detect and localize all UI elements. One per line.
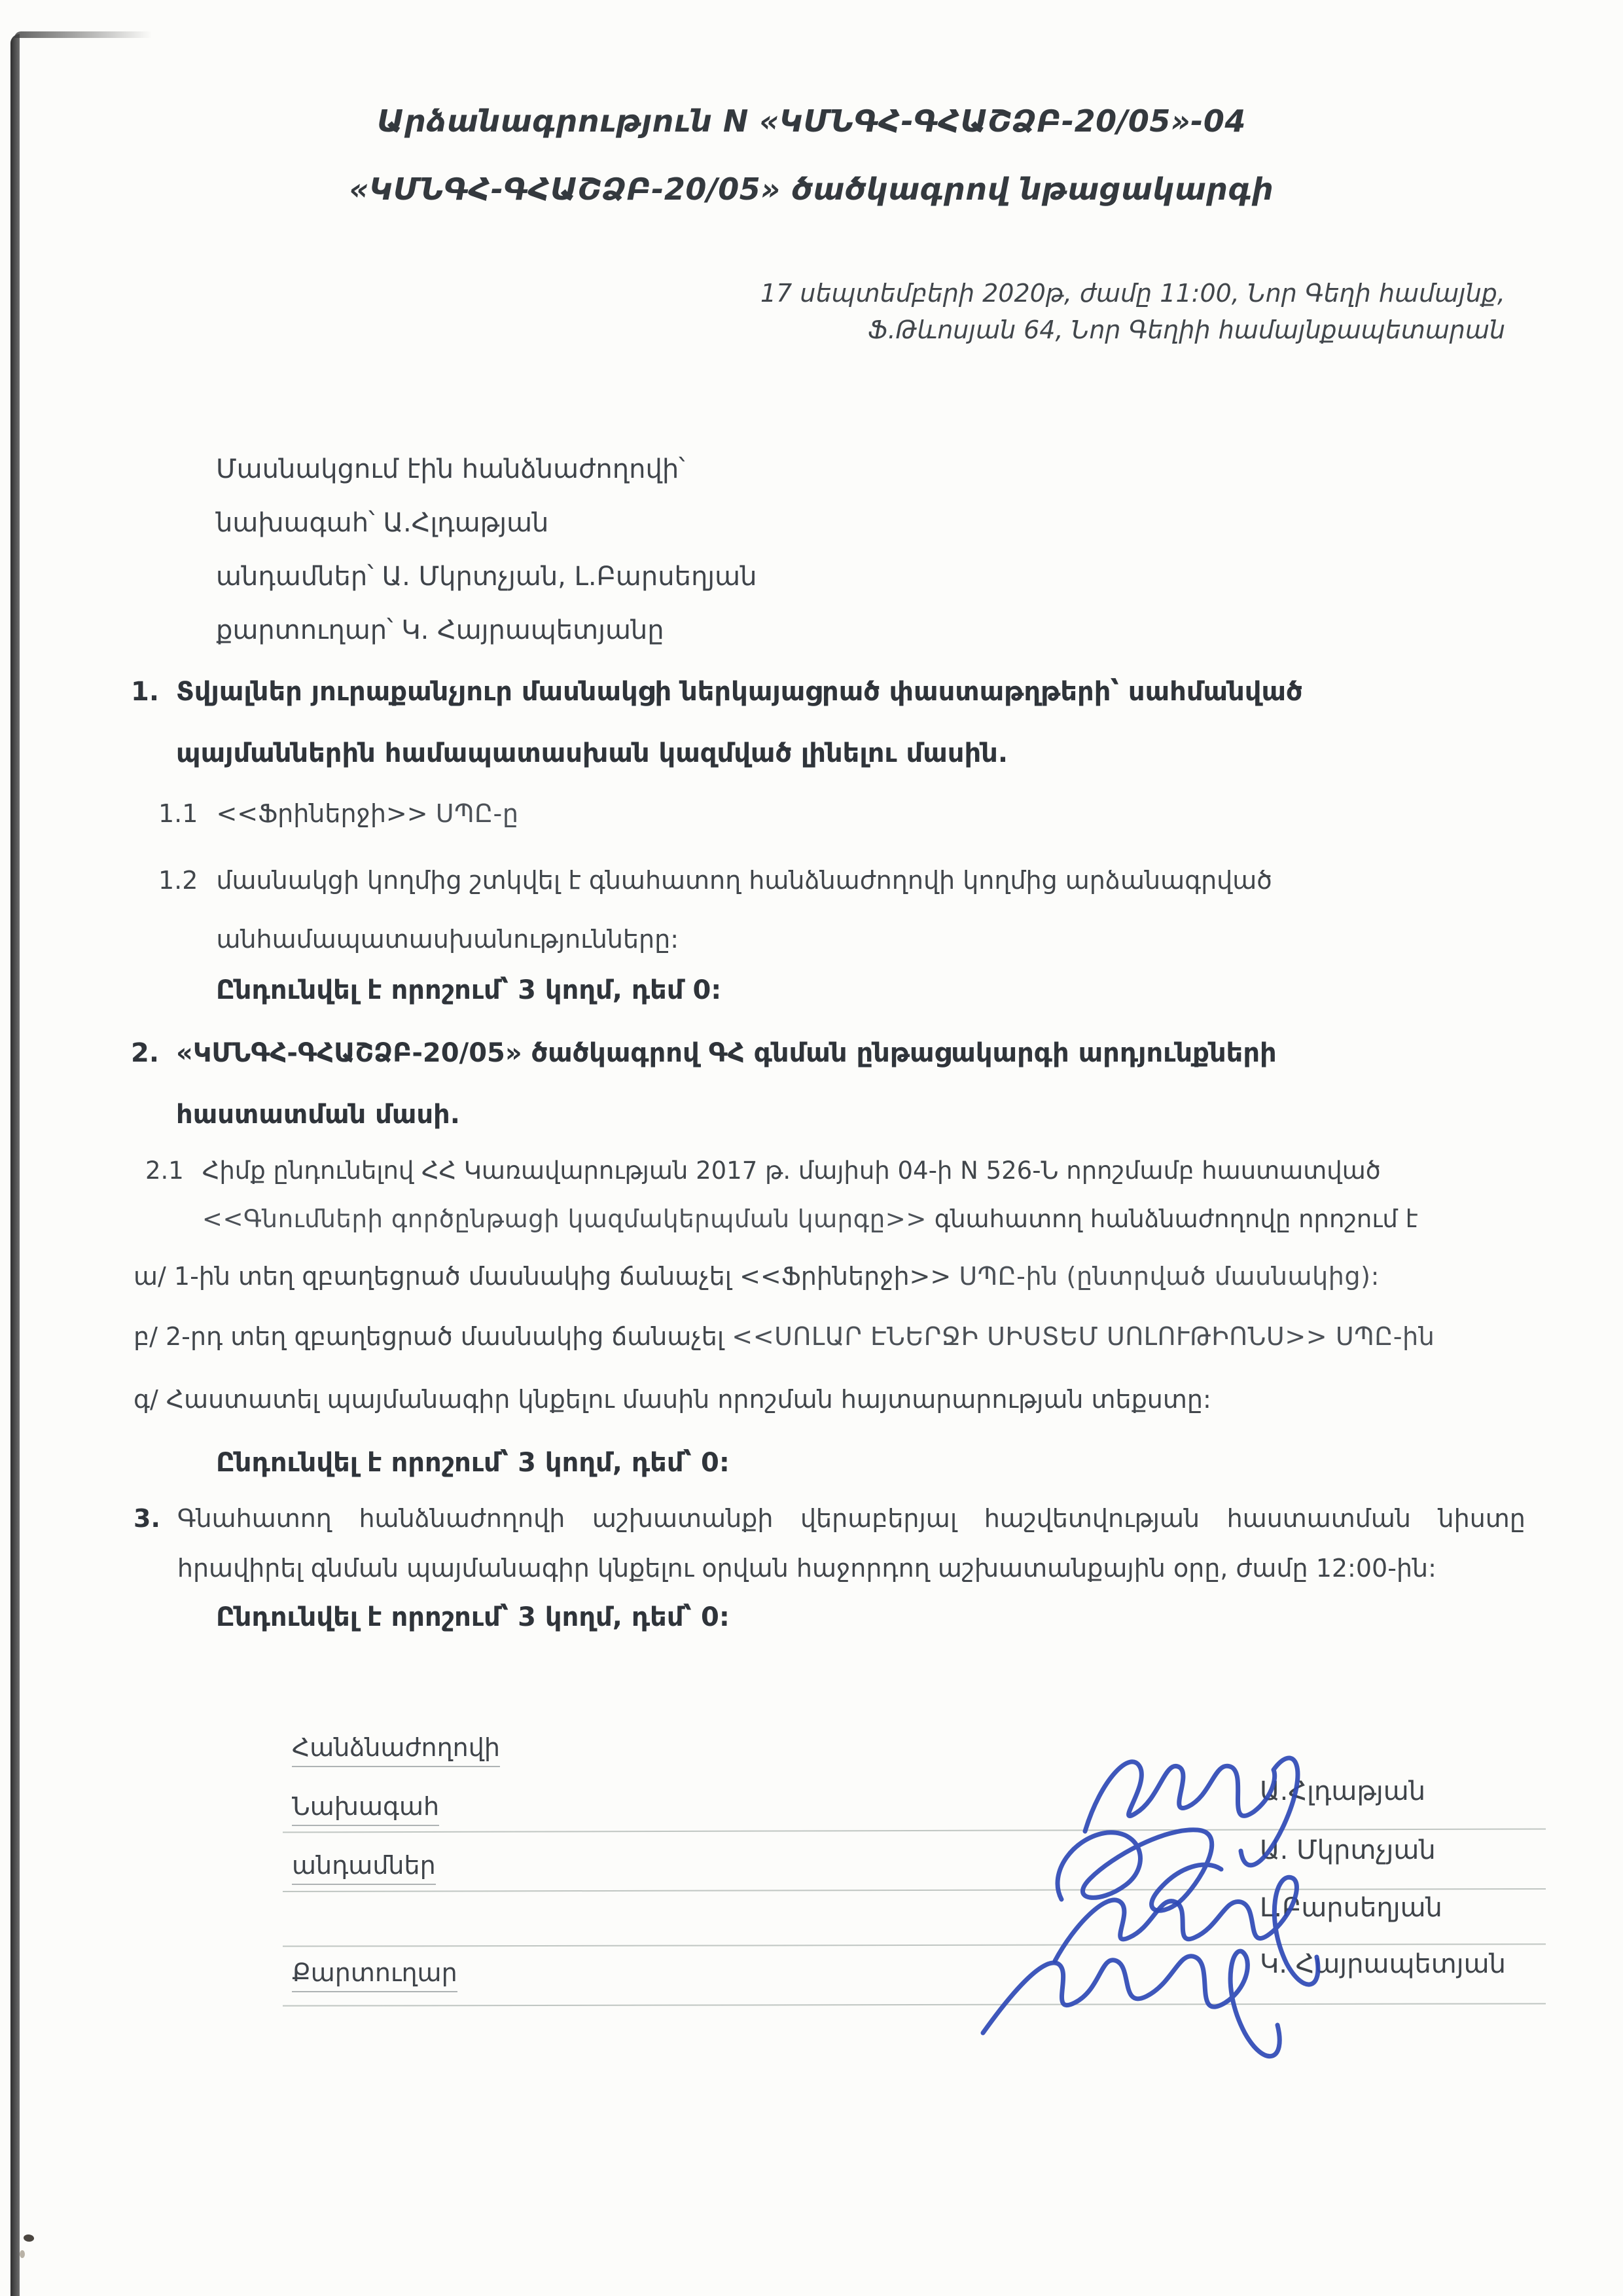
section-3 bbox=[134, 1494, 1525, 1593]
point-a-text: ա/ 1-ին տեղ զբաղեցրած մասնակից ճանաչել <<Ֆրիներջի>> bbox=[134, 1262, 952, 1291]
item-1-2-number: 1.2 bbox=[158, 866, 198, 895]
signature-members-label: անդամներ bbox=[292, 1851, 436, 1885]
item-1-2-text: մասնակցի կողմից շտկվել է գնահատող հանձնաժողովի կողմից արձանագրված անհամապատասխանությունները: bbox=[216, 866, 1272, 954]
decision-line-3: Ընդունվել է որոշում՝ 3 կողմ, դեմ՝ 0: bbox=[216, 1602, 730, 1632]
participants-secretary: քարտուղար՝ Կ. Հայրապետյանը bbox=[216, 615, 664, 645]
point-b bbox=[134, 1322, 1435, 1351]
section-2-number: 2. bbox=[131, 1038, 160, 1068]
participants-block bbox=[216, 442, 1198, 657]
section-2-heading bbox=[131, 1022, 1459, 1145]
title-line-2: «ԿՄՆԳՀ-ԳՀԱՇՁԲ-20/05» ծածկագրով նթացակարգի bbox=[349, 171, 1274, 207]
signature-secretary-label: Քարտուղար bbox=[292, 1958, 457, 1992]
signature-committee-label: Հանձնաժողովի bbox=[292, 1733, 500, 1767]
section-1-heading bbox=[131, 661, 1459, 784]
participants-members: անդամներ՝ Ա. Մկրտչյան, Լ.Բարսեղյան bbox=[216, 562, 757, 592]
point-c: գ/ Հաստատել պայմանագիր կնքելու մասին որոշման հայտարարության տեքստը: bbox=[134, 1385, 1211, 1414]
scan-speck bbox=[24, 2234, 34, 2242]
signatory-name-secretary: Կ. Հայրապետյան bbox=[1260, 1949, 1506, 1979]
participants-chairman: նախագահ՝ Ա.Հլդաթյան bbox=[216, 508, 549, 538]
decision-line-2: Ընդունվել է որոշում՝ 3 կողմ, դեմ՝ 0: bbox=[216, 1448, 730, 1478]
date-line-1: 17 սեպտեմբերի 2020թ, ժամը 11:00, Նոր Գեղի համայնք, bbox=[760, 279, 1505, 308]
point-a-llc-suffix: ՍՊԸ-ին (ընտրված մասնակից): bbox=[959, 1262, 1380, 1291]
item-1-1-llc-suffix: ՍՊԸ-ը bbox=[435, 799, 519, 828]
section-3-text: Գնահատող հանձնաժողովի աշխատանքի վերաբերյալ հաշվետվության հաստատման նիստը հրավիրել գնման պայմանագիր կնքելու օրվան հաջորդող աշխատանքային օրը, ժամը 12:00-ին: bbox=[177, 1504, 1525, 1583]
date-location-block bbox=[694, 275, 1505, 348]
decision-line-1: Ընդունվել է որոշում՝ 3 կողմ, դեմ 0: bbox=[216, 975, 722, 1005]
scan-left-edge-artifact bbox=[10, 34, 20, 2296]
participants-intro: Մասնակցում էին հանձնաժողովի՝ bbox=[216, 454, 685, 484]
item-2-1-number: 2.1 bbox=[145, 1157, 184, 1185]
item-1-2 bbox=[158, 851, 1381, 969]
item-1-1-text bbox=[216, 784, 518, 843]
section-2-heading-text: «ԿՄՆԳՀ-ԳՀԱՇՁԲ-20/05» ծածկագրով ԳՀ գնման ընթացակարգի արդյունքների հաստատման մասի. bbox=[176, 1038, 1277, 1130]
item-2-1 bbox=[145, 1147, 1505, 1244]
scan-speck bbox=[20, 2250, 25, 2258]
item-1-1-company: <<Ֆրիներջի>> bbox=[216, 799, 428, 828]
signature-ink-member-1 bbox=[1058, 1830, 1221, 1910]
signature-ink-secretary bbox=[983, 1951, 1279, 2056]
signatory-name-chairman: Ա.Հլդաթյան bbox=[1260, 1776, 1426, 1806]
section-3-number: 3. bbox=[134, 1504, 160, 1533]
item-1-1-number: 1.1 bbox=[158, 799, 198, 828]
item-2-1-order-title: <<Գնումների գործընթացի կազմակերպման կարգը>> bbox=[202, 1205, 927, 1233]
date-line-2: Ֆ.Թևոսյան 64, Նոր Գեղիի համայնքապետարան bbox=[868, 315, 1505, 344]
scan-corner-artifact bbox=[14, 31, 152, 38]
section-1-heading-text: Տվյալներ յուրաքանչյուր մասնակցի ներկայացրած փաստաթղթերի՝ սահմանված պայմաններին համապատասխան կազմված լինելու մասին. bbox=[176, 677, 1303, 768]
signatory-name-member-1: Ա. Մկրտչյան bbox=[1260, 1835, 1436, 1865]
item-1-1 bbox=[158, 784, 519, 843]
item-2-1-text-part3: գնահատող հանձնաժողովը որոշում է bbox=[934, 1205, 1418, 1233]
item-2-1-text bbox=[202, 1147, 1505, 1244]
handwritten-signatures-ink bbox=[916, 1721, 1538, 2088]
signature-ink-chairman bbox=[1085, 1758, 1298, 1865]
title-line-1: Արձանագրություն N «ԿՄՆԳՀ-ԳՀԱՇՁԲ-20/05»-04 bbox=[377, 103, 1246, 139]
signatory-name-member-2: Լ.Բարսեղյան bbox=[1260, 1893, 1442, 1923]
item-2-1-text-part1: Հիմք ընդունելով ՀՀ Կառավարության 2017 թ. մայիսի 04-ի N 526-Ն որոշմամբ հաստատված bbox=[202, 1157, 1381, 1185]
signature-chairman-label: Նախագահ bbox=[292, 1792, 439, 1826]
section-1-number: 1. bbox=[131, 677, 160, 707]
point-b-text: բ/ 2-րդ տեղ զբաղեցրած մասնակից ճանաչել bbox=[134, 1322, 724, 1351]
point-b-company: <<ՍՈԼԱՐ ԷՆԵՐՋԻ ՍԻՍՏԵՄ ՍՈԼՈՒԹԻՈՆՍ>> ՍՊԸ-ին bbox=[732, 1322, 1435, 1351]
point-a bbox=[134, 1262, 1380, 1291]
